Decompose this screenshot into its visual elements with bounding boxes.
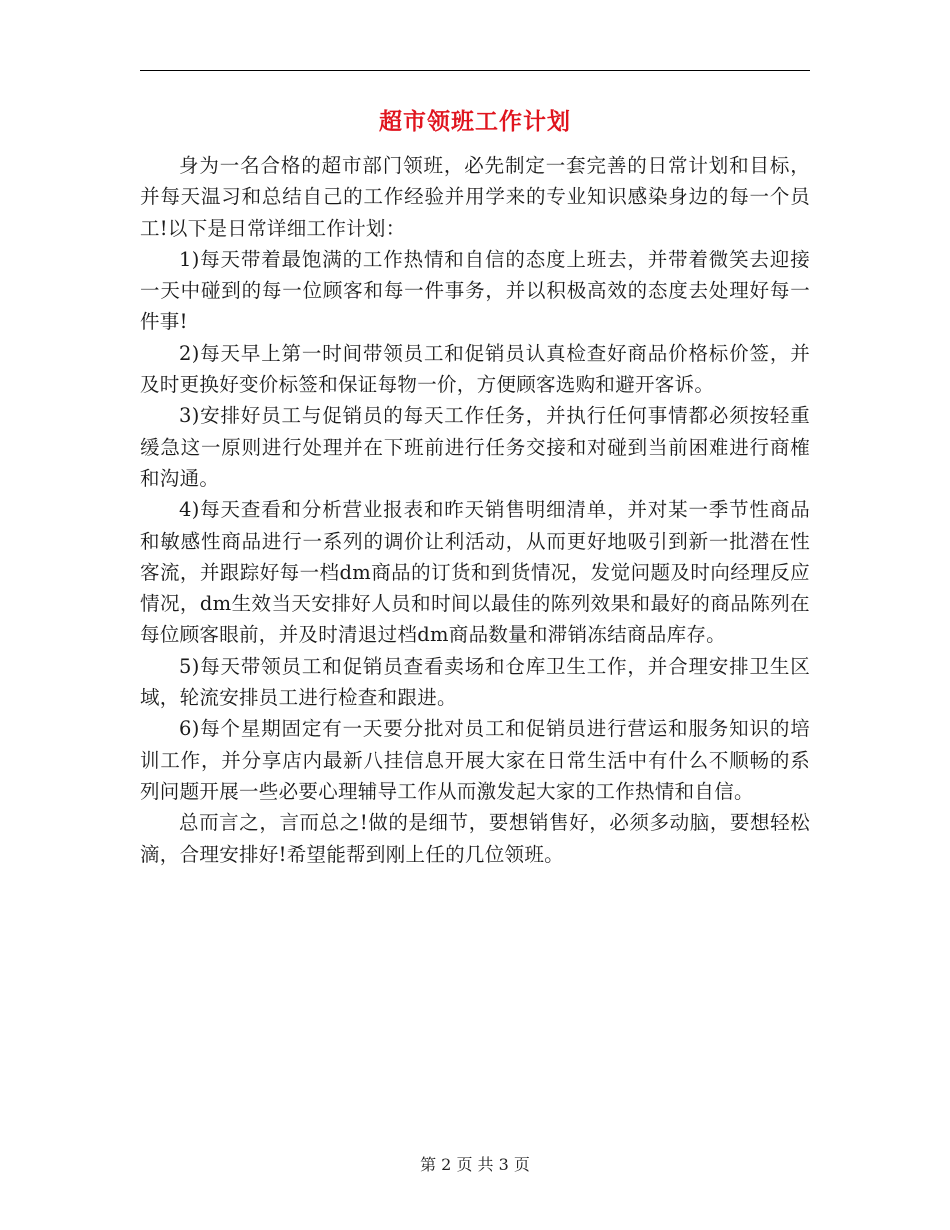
plan-item-4: 4)每天查看和分析营业报表和昨天销售明细清单，并对某一季节性商品和敏感性商品进行一系列的调价让利活动，从而更好地吸引到新一批潜在性客流，并跟踪好每一档dm商品的订货和到货情况，发觉问题及时向经理反应情况，dm生效当天安排好人员和时间以最佳的陈列效果和最好的商品陈列在每位顾客眼前，并及时清退过档dm商品数量和滞销冻结商品库存。 — [140, 498, 810, 647]
plan-item-5: 5)每天带领员工和促销员查看卖场和仓库卫生工作，并合理安排卫生区域，轮流安排员工进行检查和跟进。 — [140, 654, 810, 710]
document-title: 超市领班工作计划 — [379, 108, 571, 135]
page-number-footer: 第 2 页 共 3 页 — [420, 1155, 530, 1174]
document-body — [140, 150, 810, 870]
plan-item-1: 1)每天带着最饱满的工作热情和自信的态度上班去，并带着微笑去迎接一天中碰到的每一位顾客和每一件事务，并以积极高效的态度去处理好每一件事! — [140, 247, 810, 334]
plan-item-3: 3)安排好员工与促销员的每天工作任务，并执行任何事情都必须按轻重缓急这一原则进行处理并在下班前进行任务交接和对碰到当前困难进行商榷和沟通。 — [140, 404, 810, 490]
plan-item-6: 6)每个星期固定有一天要分批对员工和促销员进行营运和服务知识的培训工作，并分享店内最新八挂信息开展大家在日常生活中有什么不顺畅的系列问题开展一些必要心理辅导工作从而激发起大家的工作热情和自信。 — [140, 717, 810, 803]
plan-item-2: 2)每天早上第一时间带领员工和促销员认真检查好商品价格标价签，并及时更换好变价标签和保证每物一价，方便顾客选购和避开客诉。 — [140, 341, 810, 397]
conclusion-paragraph: 总而言之，言而总之!做的是细节，要想销售好，必须多动脑，要想轻松滴，合理安排好!希望能帮到刚上任的几位领班。 — [140, 811, 810, 866]
header-rule — [140, 70, 810, 71]
intro-paragraph: 身为一名合格的超市部门领班，必先制定一套完善的日常计划和目标，并每天温习和总结自己的工作经验并用学来的专业知识感染身边的每一个员工!以下是日常详细工作计划： — [140, 154, 810, 240]
